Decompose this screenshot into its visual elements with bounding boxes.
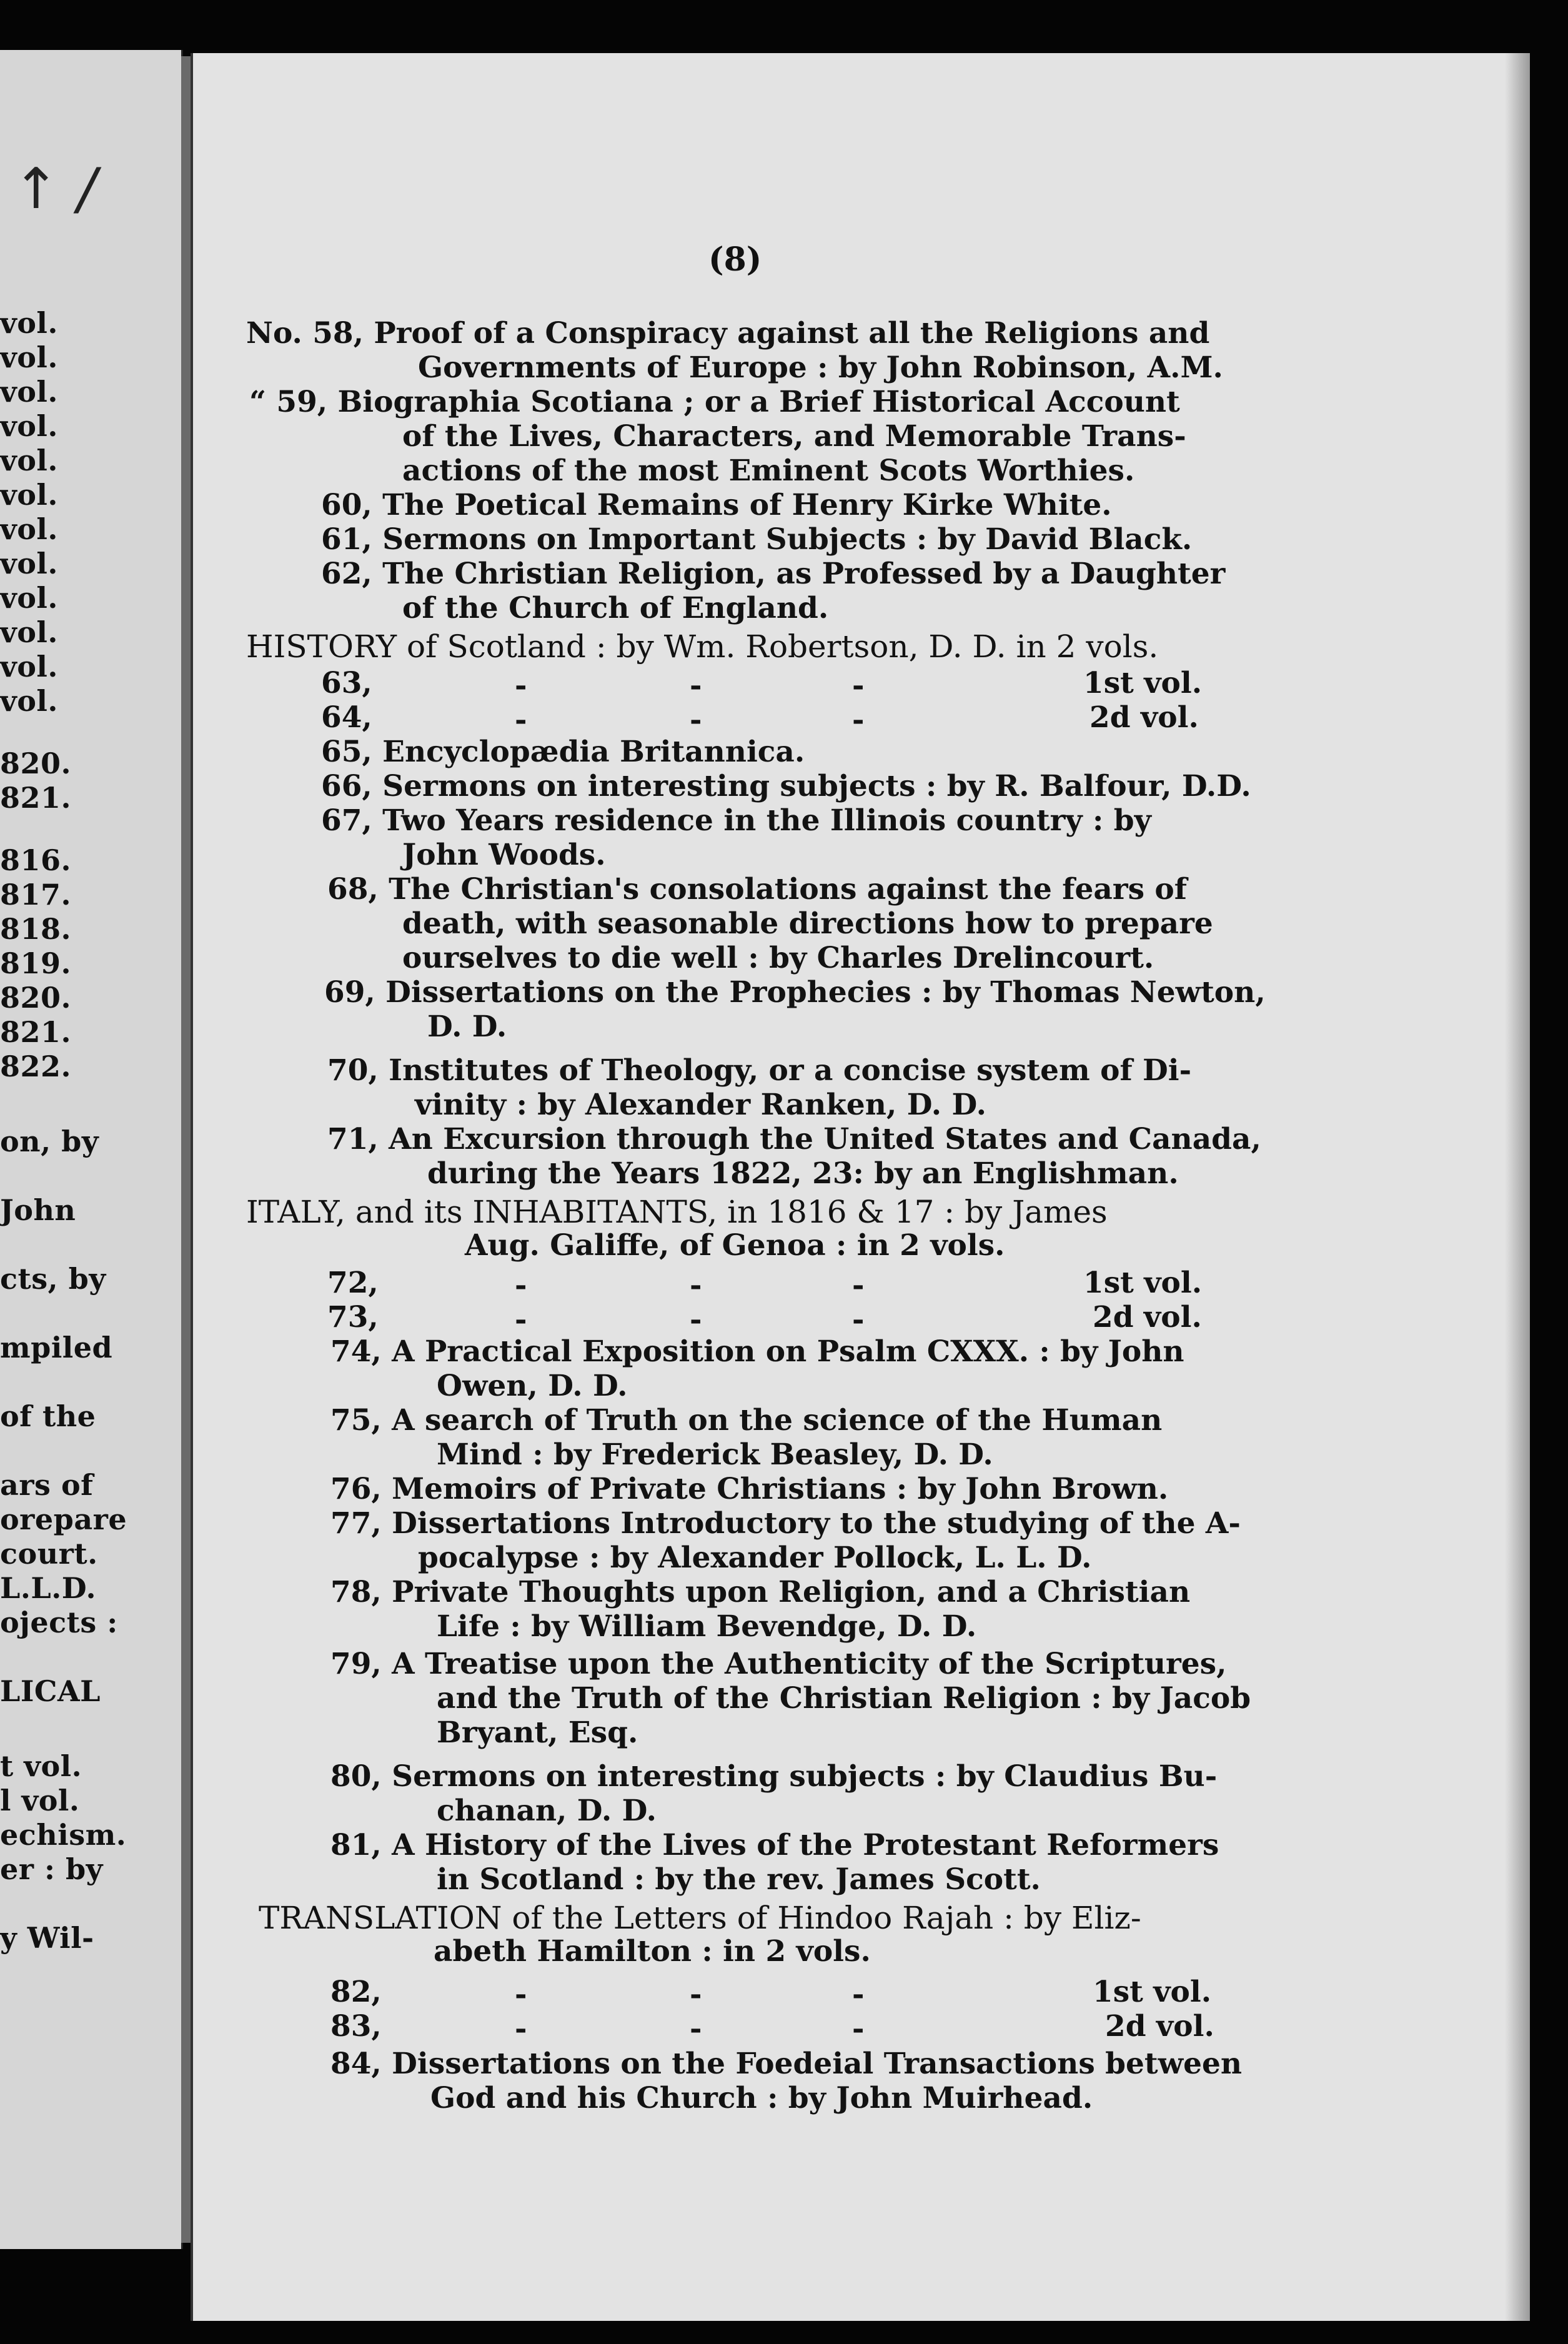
ditto-mark: - — [515, 1977, 527, 2012]
left-fragment-line: 821. — [0, 1015, 72, 1049]
catalogue-line: 2d vol. — [1089, 700, 1199, 735]
catalogue-line: 70, Institutes of Theology, or a concise system of Di- — [327, 1053, 1192, 1088]
catalogue-line: Bryant, Esq. — [437, 1716, 638, 1750]
catalogue-line: 62, The Christian Religion, as Professed by a Daughter — [321, 557, 1226, 591]
left-fragment-line: vol. — [0, 340, 58, 374]
left-fragment-line: 821. — [0, 781, 72, 815]
catalogue-line: 2d vol. — [1105, 2009, 1214, 2044]
catalogue-line: 65, Encyclopædia Britannica. — [321, 735, 805, 769]
catalogue-line: 61, Sermons on Important Subjects : by David Black. — [321, 522, 1193, 557]
catalogue-line: Aug. Galiffe, of Genoa : in 2 vols. — [465, 1228, 1005, 1263]
catalogue-line: 71, An Excursion through the United States and Canada, — [327, 1122, 1261, 1156]
catalogue-line: 74, A Practical Exposition on Psalm CXXX. : by John — [330, 1334, 1184, 1369]
catalogue-line: pocalypse : by Alexander Pollock, L. L. D. — [418, 1541, 1092, 1575]
left-page-fragment — [0, 50, 183, 2249]
left-fragment-line: t vol. — [0, 1749, 82, 1783]
left-fragment-line: ars of — [0, 1468, 94, 1502]
left-fragment-line: 819. — [0, 946, 72, 980]
catalogue-line: 76, Memoirs of Private Christians : by John Brown. — [330, 1472, 1169, 1506]
ditto-mark: - — [690, 2012, 702, 2046]
catalogue-line: 64, — [321, 700, 372, 735]
ditto-mark: - — [852, 2012, 865, 2046]
catalogue-line: 75, A search of Truth on the science of the Human — [330, 1403, 1163, 1438]
left-fragment-line: vol. — [0, 306, 58, 340]
catalogue-line: 73, — [327, 1300, 379, 1334]
left-fragment-line: court. — [0, 1537, 98, 1571]
catalogue-line: death, with seasonable directions how to prepare — [402, 906, 1213, 941]
ditto-mark: - — [852, 1268, 865, 1303]
left-fragment-line: er : by — [0, 1852, 103, 1886]
catalogue-line: 83, — [330, 2009, 382, 2044]
ditto-mark: - — [515, 703, 527, 737]
ditto-mark: - — [515, 668, 527, 703]
ditto-mark: - — [852, 1977, 865, 2012]
catalogue-line: 84, Dissertations on the Foedeial Transactions between — [330, 2047, 1243, 2081]
left-fragment-line: vol. — [0, 581, 58, 615]
left-fragment-line: 817. — [0, 878, 72, 911]
catalogue-line: Governments of Europe : by John Robinson, A.M. — [418, 350, 1223, 385]
catalogue-line: 68, The Christian's consolations against the fears of — [327, 872, 1187, 906]
catalogue-line: during the Years 1822, 23: by an Englishman. — [427, 1156, 1179, 1191]
catalogue-line: Life : by William Bevendge, D. D. — [437, 1609, 977, 1644]
catalogue-entries — [193, 53, 1530, 2321]
page-number: (8) — [708, 241, 762, 279]
left-fragment-line: vol. — [0, 478, 58, 512]
left-fragment-line: LICAL — [0, 1674, 101, 1708]
ditto-mark: - — [515, 2012, 527, 2046]
right-page — [191, 53, 1530, 2321]
catalogue-line: abeth Hamilton : in 2 vols. — [434, 1934, 871, 1969]
catalogue-line: of the Church of England. — [402, 591, 829, 625]
catalogue-line: God and his Church : by John Muirhead. — [430, 2081, 1093, 2115]
catalogue-line: chanan, D. D. — [437, 1794, 657, 1828]
catalogue-line: 80, Sermons on interesting subjects : by Claudius Bu- — [330, 1759, 1218, 1794]
left-fragment-line: of the — [0, 1399, 96, 1433]
left-fragment-line: 818. — [0, 912, 72, 946]
ditto-mark: - — [690, 1977, 702, 2012]
ditto-mark: - — [515, 1268, 527, 1303]
catalogue-line: 66, Sermons on interesting subjects : by R. Balfour, D.D. — [321, 769, 1251, 803]
catalogue-line: “ 59, Biographia Scotiana ; or a Brief Historical Account — [249, 385, 1180, 419]
catalogue-line: John Woods. — [402, 838, 606, 872]
ditto-mark: - — [852, 703, 865, 737]
ditto-mark: - — [690, 1303, 702, 1337]
left-fragment-line: vol. — [0, 684, 58, 718]
left-fragment-line: vol. — [0, 650, 58, 683]
catalogue-line: 1st vol. — [1083, 1266, 1203, 1300]
left-fragment-line: vol. — [0, 547, 58, 580]
catalogue-line: 69, Dissertations on the Prophecies : by Thomas Newton, — [324, 975, 1266, 1010]
catalogue-line: of the Lives, Characters, and Memorable Trans- — [402, 419, 1186, 454]
ditto-mark: - — [515, 1303, 527, 1337]
left-fragment-line: ojects : — [0, 1606, 118, 1639]
catalogue-line: D. D. — [427, 1010, 507, 1044]
left-fragment-line: echism. — [0, 1818, 127, 1852]
catalogue-heading: ITALY, and its INHABITANTS, in 1816 & 17 : by James — [246, 1194, 1108, 1230]
catalogue-line: ourselves to die well : by Charles Drelincourt. — [402, 941, 1154, 975]
catalogue-line: 63, — [321, 666, 372, 700]
ditto-mark: - — [690, 668, 702, 703]
catalogue-line: in Scotland : by the rev. James Scott. — [437, 1862, 1041, 1897]
catalogue-line: No. 58, Proof of a Conspiracy against all the Religions and — [246, 316, 1210, 350]
catalogue-line: actions of the most Eminent Scots Worthies. — [402, 454, 1135, 488]
left-fragment-line: mpiled — [0, 1331, 113, 1364]
catalogue-line: vinity : by Alexander Ranken, D. D. — [415, 1088, 986, 1122]
catalogue-line: 60, The Poetical Remains of Henry Kirke White. — [321, 488, 1112, 522]
catalogue-line: 81, A History of the Lives of the Protestant Reformers — [330, 1828, 1219, 1862]
left-fragment-line: orepare — [0, 1502, 127, 1536]
left-fragment-line: on, by — [0, 1125, 99, 1158]
catalogue-line: 1st vol. — [1083, 666, 1203, 700]
left-fragment-line: vol. — [0, 409, 58, 443]
left-fragment-line: L.L.D. — [0, 1571, 96, 1605]
ditto-mark: - — [852, 1303, 865, 1337]
left-fragment-line: John — [0, 1193, 76, 1227]
left-fragment-line: cts, by — [0, 1262, 106, 1296]
catalogue-line: 79, A Treatise upon the Authenticity of the Scriptures, — [330, 1647, 1227, 1681]
ditto-mark: - — [690, 703, 702, 737]
catalogue-line: 78, Private Thoughts upon Religion, and a Christian — [330, 1575, 1191, 1609]
catalogue-line: 72, — [327, 1266, 379, 1300]
catalogue-line: and the Truth of the Christian Religion : by Jacob — [437, 1681, 1251, 1716]
catalogue-heading: HISTORY of Scotland : by Wm. Robertson, D. D. in 2 vols. — [246, 628, 1159, 665]
catalogue-line: 1st vol. — [1093, 1975, 1212, 2009]
left-fragment-line: vol. — [0, 615, 58, 649]
left-fragment-line: vol. — [0, 375, 58, 409]
handwritten-mark: ↑ / — [12, 156, 97, 222]
ditto-mark: - — [690, 1268, 702, 1303]
left-fragment-line: 820. — [0, 981, 72, 1015]
left-fragment-line: vol. — [0, 512, 58, 546]
catalogue-line: Mind : by Frederick Beasley, D. D. — [437, 1438, 993, 1472]
catalogue-line: 2d vol. — [1093, 1300, 1202, 1334]
left-fragment-line: l vol. — [0, 1784, 80, 1817]
ditto-mark: - — [852, 668, 865, 703]
left-fragment-line: y Wil- — [0, 1921, 94, 1955]
catalogue-heading: TRANSLATION of the Letters of Hindoo Rajah : by Eliz- — [259, 1900, 1141, 1936]
catalogue-line: 77, Dissertations Introductory to the studying of the A- — [330, 1506, 1241, 1541]
catalogue-line: 67, Two Years residence in the Illinois country : by — [321, 803, 1151, 838]
catalogue-line: 82, — [330, 1975, 382, 2009]
left-fragment-line: 816. — [0, 843, 72, 877]
left-fragment-line: vol. — [0, 444, 58, 477]
left-fragment-line: 822. — [0, 1050, 72, 1083]
left-fragment-line: 820. — [0, 747, 72, 780]
catalogue-line: Owen, D. D. — [437, 1369, 628, 1403]
